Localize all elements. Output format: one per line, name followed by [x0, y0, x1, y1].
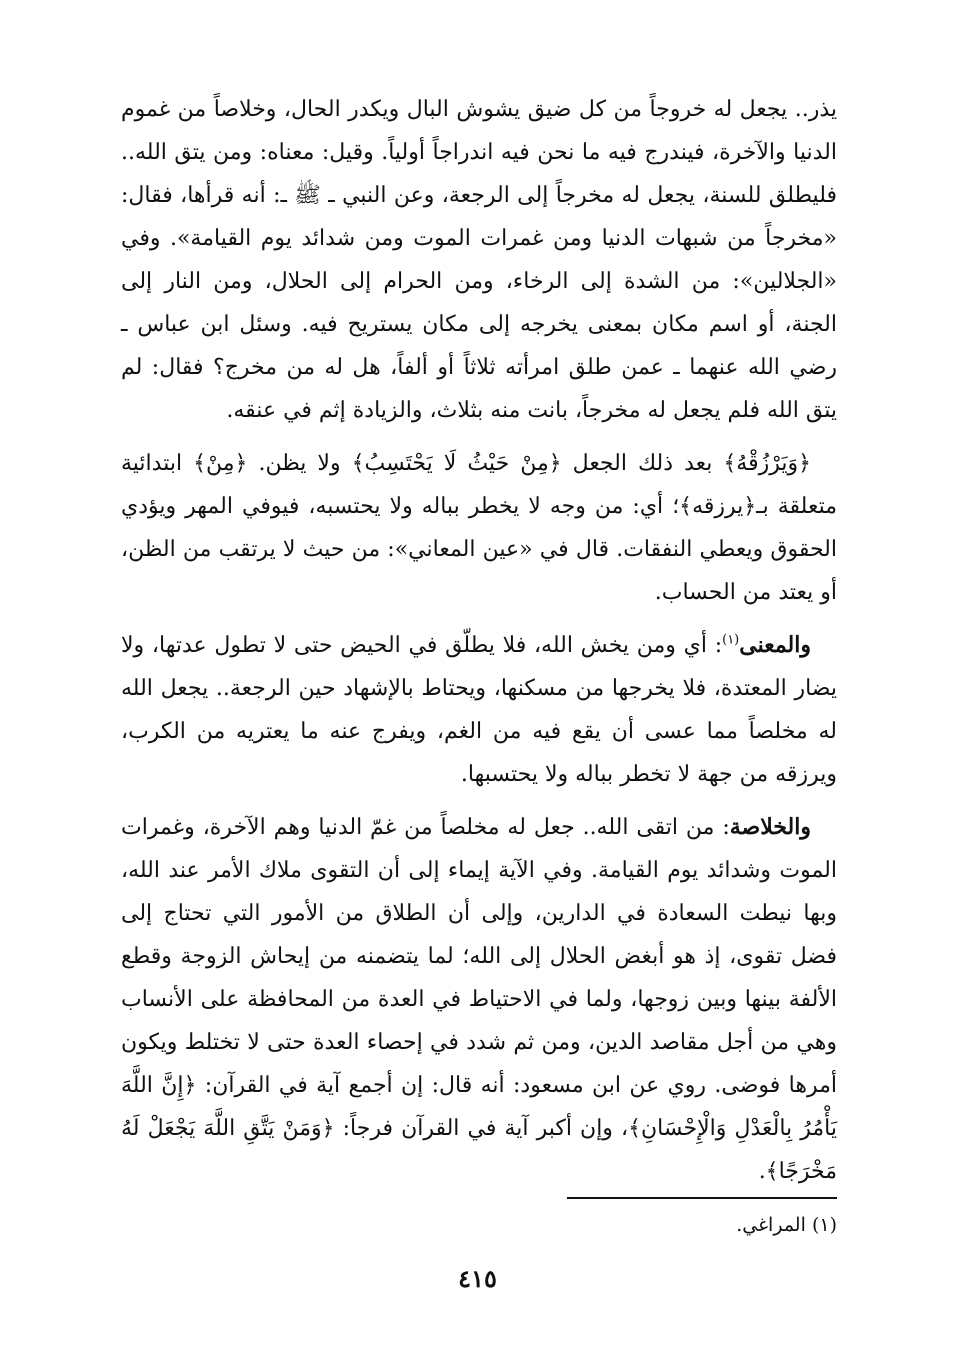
page-body: [121, 88, 837, 1193]
footnote: [121, 1210, 837, 1240]
paragraph-1-text: يذر.. يجعل له خروجاً من كل ضيق يشوش البال ويكدر الحال، وخلاصاً من غموم الدنيا والآخرة، فيندرج فيه ما نحن فيه اندراجاً أولياً. وقيل: معناه: ومن يتق الله.. فليطلق للسنة، يجعل له مخرجاً إلى الرجعة، وعن النبي ـ ﷺ ـ: أنه قرأها، فقال: «مخرجاً من شبهات الدنيا ومن غمرات الموت ومن شدائد يوم القيامة». وفي «الجلالين»: من الشدة إلى الرخاء، ومن الحرام إلى الحلال، ومن النار إلى الجنة، أو اسم مكان بمعنى يخرجه إلى مكان يستريح فيه. وسئل ابن عباس ـ رضي الله عنهما ـ عمن طلق امرأته ثلاثاً أو ألفاً، هل له من مخرج؟ فقال: لم يتق الله فلم يجعل له مخرجاً، بانت منه بثلاث، والزيادة إثم في عنقه.: [121, 97, 837, 423]
page-number: ٤١٥: [458, 1264, 497, 1293]
paragraph-3-lead: والمعنى: [739, 632, 811, 658]
paragraph-1: [121, 88, 837, 432]
footnote-text: المراغي.: [736, 1214, 806, 1236]
footnote-reference: (١): [722, 632, 740, 648]
paragraph-4-text: : من اتقى الله.. جعل له مخلصاً من غمّ الدنيا وهم الآخرة، وغمرات الموت وشدائد يوم القيامة. وفي الآية إيماء إلى أن التقوى ملاك الأمر عند الله، وبها نيطت السعادة في الدارين، وإلى أن الطلاق من الأمور التي تحتاج إلى فضل تقوى، إذ هو أبغض الحلال إلى الله؛ لما يتضمنه من إيحاش الزوجة وقطع الألفة بينها وبين زوجها، ولما في الاحتياط في العدة من المحافظة على الأنساب وهي من أجل مقاصد الدين، ومن ثم شدد في إحصاء العدة حتى لا تختلط ويكون أمرها فوضى. روي عن ابن مسعود: أنه قال: إن أجمع آية في القرآن: ﴿إِنَّ اللَّهَ يَأْمُرُ بِالْعَدْلِ وَالْإِحْسَانِ﴾، وإن أكبر آية في القرآن فرجاً: ﴿وَمَنْ يَتَّقِ اللَّهَ يَجْعَلْ لَهُ مَخْرَجًا﴾.: [121, 815, 837, 1184]
footnote-divider: [567, 1197, 837, 1199]
paragraph-4: [121, 806, 837, 1193]
paragraph-3: [121, 624, 837, 796]
paragraph-2: [121, 442, 837, 614]
paragraph-4-lead: والخلاصة: [729, 814, 811, 840]
paragraph-2-text: ﴿وَيَرْزُقْهُ﴾ بعد ذلك الجعل ﴿مِنْ حَيْثُ لَا يَحْتَسِبُ﴾ ولا يظن. ﴿مِنْ﴾ ابتدائية متعلقة بـ﴿يرزقه﴾؛ أي: من وجه لا يخطر بباله ولا يحتسبه، فيوفي المهر ويؤدي الحقوق ويعطي النفقات. قال في «عين المعاني»: من حيث لا يرتقب من الظن، أو يعتد من الحساب.: [121, 451, 837, 605]
paragraph-3-text: : أي ومن يخش الله، فلا يطلّق في الحيض حتى لا تطول عدتها، ولا يضار المعتدة، فلا يخرجها من مسكنها، ويحتاط بالإشهاد حين الرجعة.. يجعل الله له مخلصاً مما عسى أن يقع فيه من الغم، ويفرج عنه ما يعتريه من الكرب، ويرزقه من جهة لا تخطر بباله ولا يحتسبها.: [121, 633, 837, 787]
footnote-mark: (١): [811, 1214, 837, 1236]
